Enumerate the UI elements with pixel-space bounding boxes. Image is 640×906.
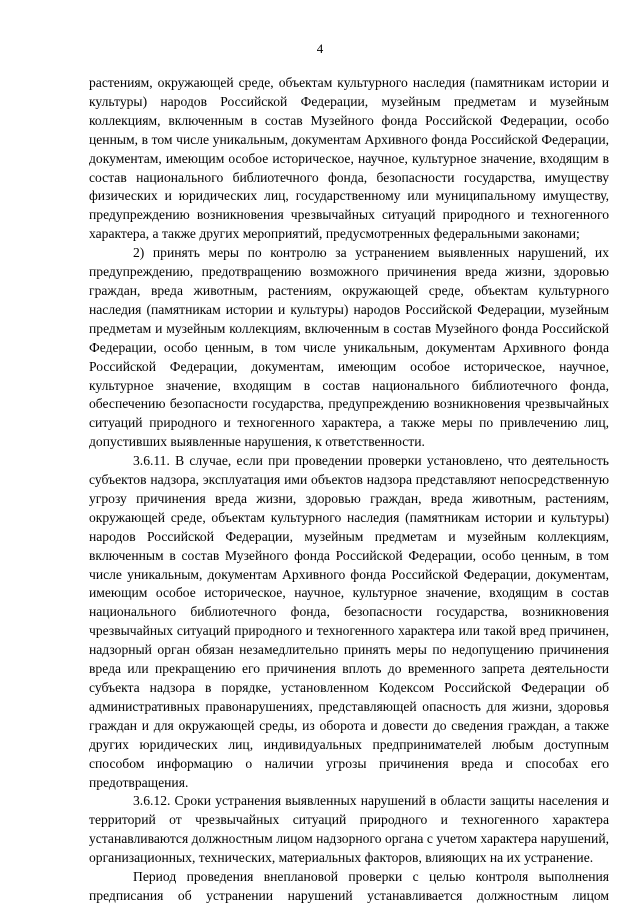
paragraph-continuation: растениям, окружающей среде, объектам культурного наследия (памятникам истории и культуры) народов Российской Федерации, музейным предметам и музейным коллекциям, включенным в состав Музейного фонда Российской Федерации, особо ценным, в том числе уникальным, документам Архивного фонда Российской Федерации, документам, имеющим особое историческое, научное, культурное значение, входящим в состав национального библиотечного фонда, безопасности государства, имуществу физических и юридических лиц, государственному или муниципальному имуществу, предупреждению возникновения чрезвычайных ситуаций природного и техногенного характера, а также других мероприятий, предусмотренных федеральными законами; <box>89 75 609 242</box>
paragraph-3-6-12: 3.6.12. Сроки устранения выявленных нарушений в области защиты населения и территорий от чрезвычайных ситуаций природного и техногенного характера устанавливаются должностным лицом надзорного органа с учетом характера нарушений, организационных, технических, материальных факторов, влияющих на их устранение. <box>89 793 609 866</box>
paragraph-3-6-11: 3.6.11. В случае, если при проведении проверки установлено, что деятельность субъектов надзора, эксплуатация ими объектов надзора представляют непосредственную угрозу причинения вреда жизни, здоровью граждан, вреда животным, растениям, окружающей среде, объектам культурного наследия (памятникам истории и культуры) народов Российской Федерации, музейным предметам и музейным коллекциям, включенным в состав Музейного фонда Российской Федерации, особо ценным, в том числе уникальным, документам Архивного фонда Российской Федерации, документам, имеющим особое историческое, научное, культурное значение, входящим в состав национального библиотечного фонда, безопасности государства, возникновения чрезвычайных ситуаций природного и техногенного характера или такой вред причинен, надзорный орган обязан незамедлительно принять меры по недопущению причинения вреда или прекращению его причинения вплоть до временного запрета деятельности субъекта надзора в порядке, установленном Кодексом Российской Федерации об административных правонарушениях, представляющей опасность для жизни, здоровья граждан и для окружающей среды, из оборота и довести до сведения граждан, а также других юридических лиц, индивидуальных предпринимателей любым доступным способом информацию о наличии угрозы причинения вреда и способах его предотвращения. <box>89 453 609 790</box>
paragraph-inspection-period: Период проведения внеплановой проверки с целью контроля выполнения предписания об устранении нарушений устанавливается должностным лицом <box>89 869 609 903</box>
page-number: 4 <box>316 41 324 56</box>
document-body <box>89 74 609 906</box>
paragraph-item-2: 2) принять меры по контролю за устранением выявленных нарушений, их предупреждению, предотвращению возможного причинения вреда жизни, здоровью граждан, вреда животным, растениям, окружающей среде, объектам культурного наследия (памятникам истории и культуры) народов Российской Федерации, музейным предметам и музейным коллекциям, включенным в состав Музейного фонда Российской Федерации, особо ценным, в том числе уникальным, документам Архивного фонда Российской Федерации, документам, имеющим особое историческое, научное, культурное значение, входящим в состав национального библиотечного фонда, обеспечению безопасности государства, предупреждению возникновения чрезвычайных ситуаций природного и техногенного характера, а также меры по привлечению лиц, допустивших выявленные нарушения, к ответственности. <box>89 245 609 450</box>
